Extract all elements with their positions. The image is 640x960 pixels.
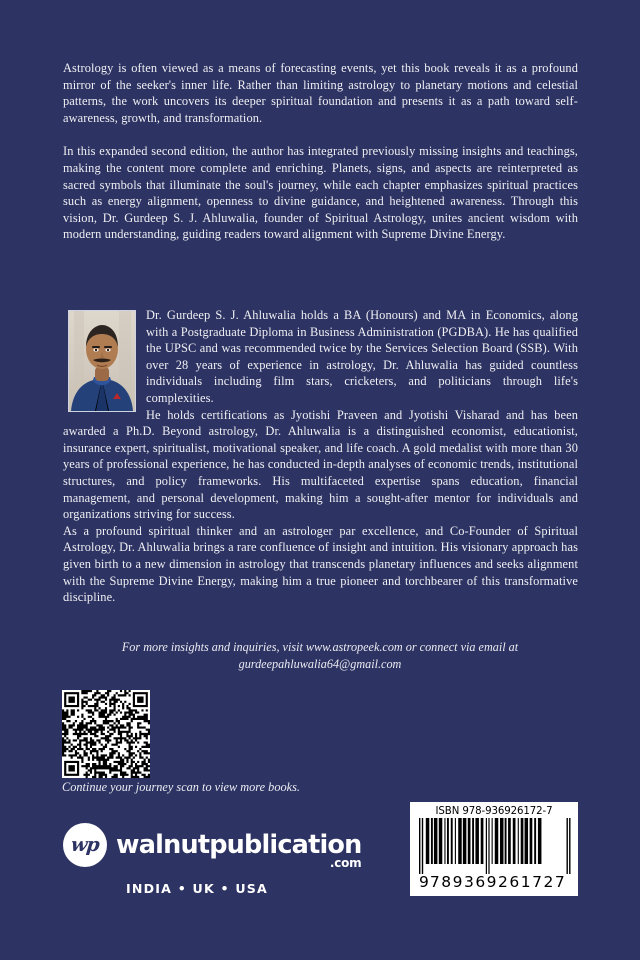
publisher-name: walnutpublication [116,830,362,860]
publisher-logo-row [63,823,363,870]
blurb-paragraph-1: Astrology is often viewed as a means of forecasting events, yet this book reveals it as a profound mirror of the seeker's inner life. Rather than limiting astrology to planetary motions and celestial patterns, the work uncovers its deeper spiritual foundation and presents it as a path toward self-awareness, growth, and transformation. [63,61,578,125]
barcode-digit-left: 9 [419,873,430,891]
barcode-digit-group-2: 261727 [498,873,567,891]
author-bio-paragraph-2: He holds certifications as Jyotishi Praveen and Jyotishi Visharad and has been awarded a Ph.D. Beyond astrology, Dr. Ahluwalia is a distinguished economist, educationist, insurance expert, spiritualist, motivational speaker, and life coach. A gold medalist with more than 30 years of professional experience, he has conducted in-depth analyses of economic trends, institutional structures, and policy frameworks. His multifaceted expertise spans education, financial management, and personal development, making him a sought-after mentor for individuals and organizations striving for success. [63,407,578,522]
qr-caption: Continue your journey scan to view more books. [62,780,300,794]
barcode-icon [417,818,571,874]
author-portrait-photo [68,310,136,412]
author-bio-paragraph-1: Dr. Gurdeep S. J. Ahluwalia holds a BA (Honours) and MA in Economics, along with a Postgraduate Diploma in Business Administration (PGDBA). He has qualified the UPSC and was recommended twice by the Services Selection Board (SSB). With over 28 years of experience in astrology, Dr. Ahluwalia has guided countless individuals including film stars, cricketers, and politicians through life's complexities. [146,308,578,405]
publisher-logo [63,823,363,896]
publisher-countries: INDIA • UK • USA [126,881,268,896]
publisher-name-wrap [116,830,362,870]
contact-info [95,639,545,673]
qr-code-icon[interactable] [62,690,150,778]
contact-line-1: For more insights and inquiries, visit www.astropeek.com or connect via email at [121,640,519,654]
isbn-barcode [410,802,578,896]
barcode-digits [417,874,571,890]
blurb-section [63,60,578,243]
author-bio-paragraph-3: As a profound spiritual thinker and an astrologer par excellence, and Co-Founder of Spiritual Astrology, Dr. Ahluwalia brings a rare confluence of insight and intuition. His visionary approach has given birth to a new dimension in astrology that transcends planetary influences and seeks alignment with the Supreme Divine Energy, making him a true pioneer and torchbearer of this transformative discipline. [63,523,578,605]
author-bio-section [63,307,578,606]
barcode-digit-group-1: 789369 [429,873,499,891]
publisher-tld: .com [329,856,362,870]
contact-line-2[interactable]: gurdeepahluwalia64@gmail.com [238,657,402,671]
isbn-label: ISBN 978-936926172-7 [435,806,553,817]
monogram-text: wp [70,834,100,856]
walnut-publication-monogram-icon [63,823,107,867]
blurb-paragraph-2: In this expanded second edition, the author has integrated previously missing insights and teachings, making the content more complete and enriching. Planets, signs, and aspects are reinterpreted as sacred symbols that illuminate the soul's journey, while each chapter emphasizes spiritual practices such as energy alignment, openness to divine guidance, and heightened awareness. Through this vision, Dr. Gurdeep S. J. Ahluwalia, founder of Spiritual Astrology, unites ancient wisdom with modern understanding, guiding readers toward alignment with Supreme Divine Energy. [63,144,578,242]
